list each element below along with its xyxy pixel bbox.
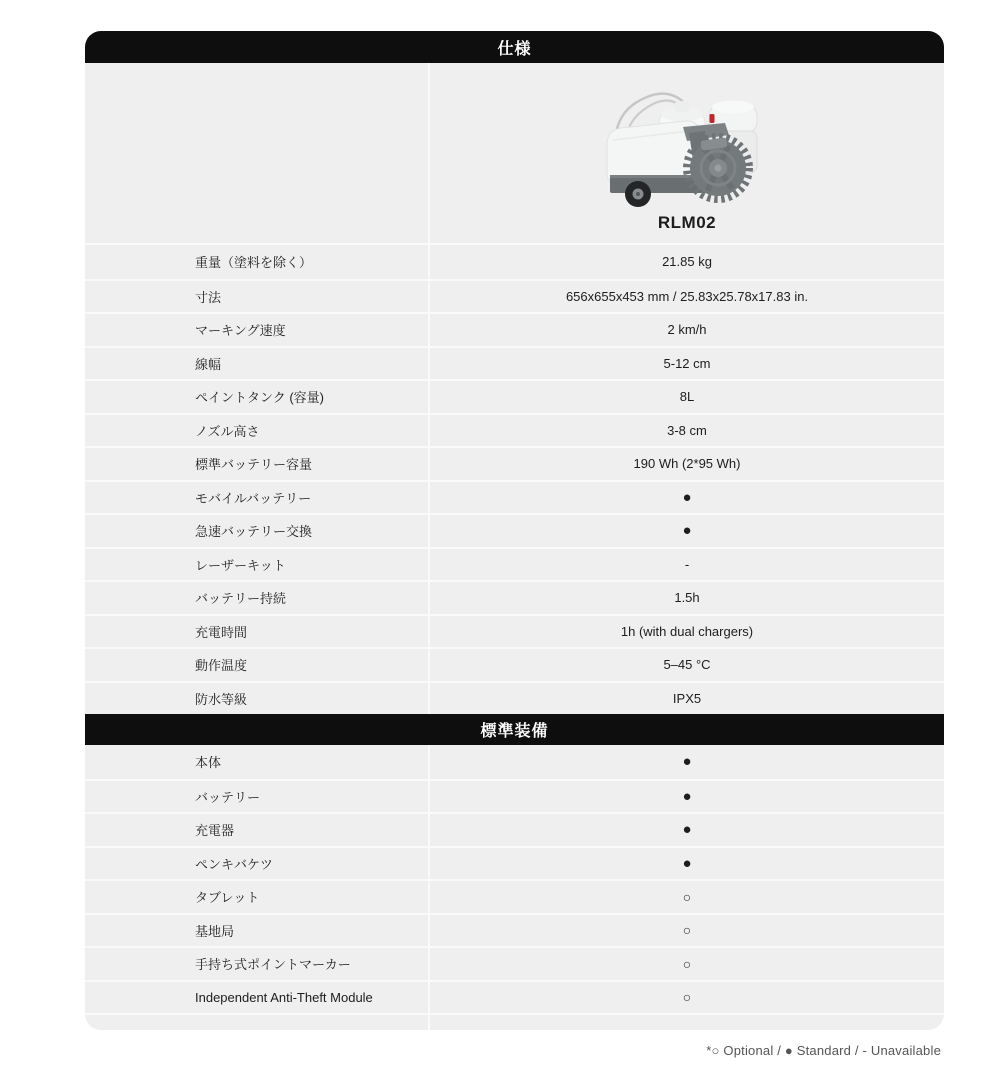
spec-value: 3-8 cm <box>667 422 707 438</box>
equip-label: 本体 <box>85 745 430 779</box>
spec-label: マーキング速度 <box>85 314 430 346</box>
symbol-legend: *○ Optional / ● Standard / - Unavailable <box>706 1043 941 1058</box>
product-hero <box>85 63 944 245</box>
spec-value: 5-12 cm <box>663 355 711 371</box>
equip-row-handheld-marker <box>85 946 944 980</box>
spec-section-title: 仕様 <box>497 40 532 58</box>
standard-dot: ● <box>682 787 692 805</box>
spec-row-battery-life <box>85 580 944 614</box>
gps-module-dome <box>712 101 754 114</box>
spec-label: 急速バッテリー交換 <box>85 515 430 547</box>
spec-value: 1.5h <box>674 590 700 606</box>
spec-row-dimensions <box>85 279 944 313</box>
equip-row-paint-bucket <box>85 846 944 880</box>
equip-label: ペンキバケツ <box>85 848 430 880</box>
front-wheel-axle <box>636 192 640 196</box>
spec-row-operating-temp <box>85 647 944 681</box>
optional-circle: ○ <box>682 888 692 905</box>
red-marker <box>710 114 715 123</box>
spec-label: 線幅 <box>85 348 430 380</box>
spec-value: 21.85 kg <box>662 254 712 270</box>
equip-label: 手持ち式ポイントマーカー <box>85 948 430 980</box>
spec-row-mobile-battery <box>85 480 944 514</box>
spec-section-header <box>85 31 944 63</box>
spec-row-line-width <box>85 346 944 380</box>
spec-row-quick-swap <box>85 513 944 547</box>
spec-value: 656x655x453 mm / 25.83x25.78x17.83 in. <box>565 288 809 304</box>
spec-label: 充電時間 <box>85 616 430 648</box>
spec-label: 動作温度 <box>85 649 430 681</box>
optional-circle: ○ <box>682 989 692 1006</box>
wheel-axle <box>715 165 722 172</box>
spec-label: バッテリー持続 <box>85 582 430 614</box>
spec-label: ペイントタンク (容量) <box>85 381 430 413</box>
spec-value: 2 km/h <box>667 322 707 338</box>
spec-row-waterproof <box>85 681 944 715</box>
spec-row-nozzle-height <box>85 413 944 447</box>
spec-value: IPX5 <box>672 690 702 706</box>
equip-row-base-station <box>85 913 944 947</box>
equip-row-main-unit <box>85 745 944 779</box>
spec-row-marking-speed <box>85 312 944 346</box>
equip-row-anti-theft <box>85 980 944 1014</box>
equipment-section-title: 標準装備 <box>480 723 549 740</box>
bottom-pad-left <box>85 1015 430 1030</box>
model-name: RLM02 <box>657 213 717 232</box>
standard-dot: ● <box>682 488 692 506</box>
equip-row-battery <box>85 779 944 813</box>
equipment-section-header <box>85 714 944 745</box>
spec-label: モバイルバッテリー <box>85 482 430 514</box>
spec-label: 標準バッテリー容量 <box>85 448 430 480</box>
optional-circle: ○ <box>682 955 692 972</box>
spec-row-battery-capacity <box>85 446 944 480</box>
spec-card <box>85 31 944 1030</box>
line-marking-robot-image <box>597 83 777 211</box>
spec-label: 防水等級 <box>85 683 430 715</box>
equip-label: 充電器 <box>85 814 430 846</box>
spec-row-weight <box>85 245 944 279</box>
equip-label: 基地局 <box>85 915 430 947</box>
spec-row-paint-tank <box>85 379 944 413</box>
hero-empty-cell <box>85 63 430 243</box>
standard-dot: ● <box>682 854 692 872</box>
equip-label: Independent Anti-Theft Module <box>85 982 430 1014</box>
unavailable-dash: - <box>684 556 690 572</box>
standard-dot: ● <box>682 522 692 540</box>
hero-product-cell <box>430 63 944 243</box>
equip-label: バッテリー <box>85 781 430 813</box>
optional-circle: ○ <box>682 922 692 939</box>
standard-dot: ● <box>682 821 692 839</box>
spec-value: 5–45 °C <box>663 657 711 673</box>
spec-row-charging-time <box>85 614 944 648</box>
standard-dot: ● <box>682 753 692 771</box>
equipment-table <box>85 745 944 1013</box>
spec-label: 寸法 <box>85 281 430 313</box>
spec-label: 重量（塗料を除く） <box>85 245 430 279</box>
spec-row-laser-kit <box>85 547 944 581</box>
equip-label: タブレット <box>85 881 430 913</box>
spec-value: 1h (with dual chargers) <box>620 623 754 639</box>
card-bottom-padding <box>85 1013 944 1030</box>
spec-value: 190 Wh (2*95 Wh) <box>633 456 741 472</box>
spec-label: レーザーキット <box>85 549 430 581</box>
spec-label: ノズル高さ <box>85 415 430 447</box>
spec-value: 8L <box>679 389 695 405</box>
equip-row-tablet <box>85 879 944 913</box>
paint-tank-nub <box>674 101 690 112</box>
equip-row-charger <box>85 812 944 846</box>
spec-table <box>85 245 944 714</box>
